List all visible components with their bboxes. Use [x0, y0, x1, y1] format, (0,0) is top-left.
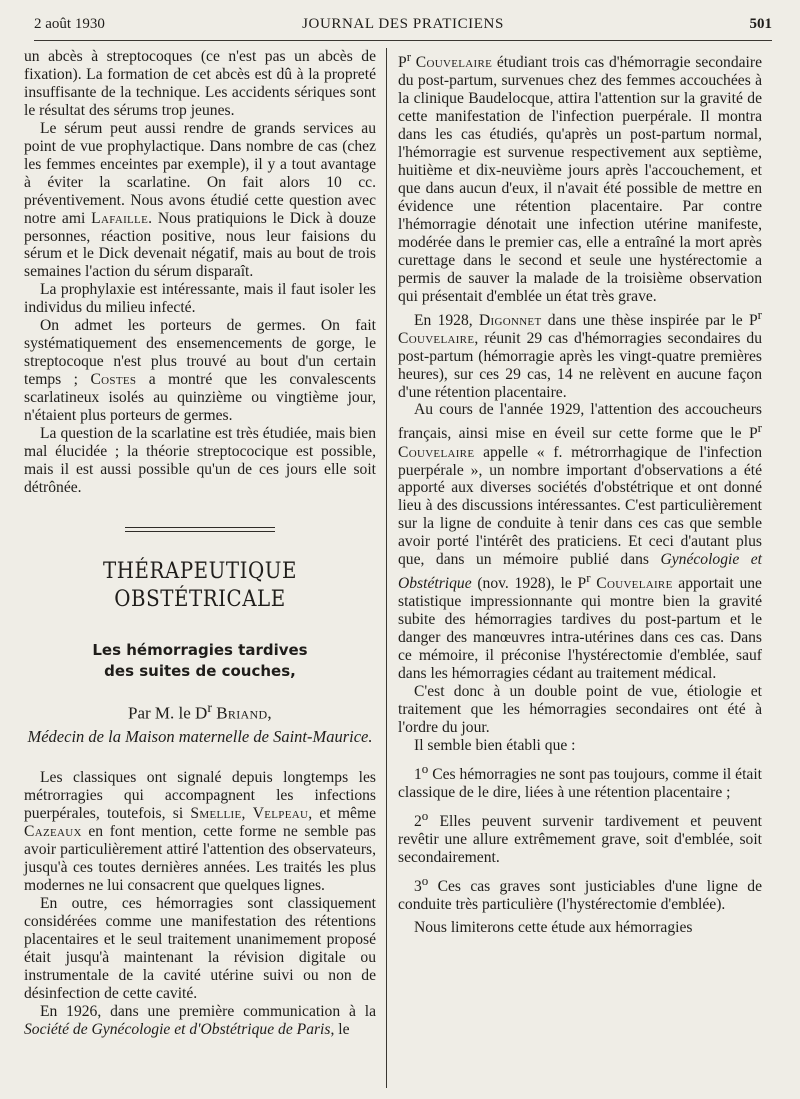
- page-number: 501: [749, 16, 772, 32]
- paragraph: En 1926, dans une première communication à la Société de Gynécologie et d'Obstétrique de Paris, le: [24, 1002, 376, 1038]
- paragraph: Au cours de l'année 1929, l'attention des accoucheurs français, ainsi mise en éveil sur cette forme que le $P^r$ Couvelaire appelle « f. métrorrhagique de l'infection puerpérale », un nombre important d'observations a été apporté aux diverses sociétés d'obstétrique et ont donné lieu à des discussions intéressantes. C'est particulièrement sur la ligne de conduite à tenir dans ces cas que semble avoir porté l'intérêt des praticiens. Et ceci d'autant plus que, dans un mémoire publié dans Gynécologie et Obstétrique (nov. 1928), le $P^r$ Couvelaire apportait une statistique impressionnante qui montre bien la gravité subite des hémorragies tardives du post-partum et le danger des manœuvres intra-utérines dans ces cas. Dans ce mémoire, il préconise l'hystérectomie d'emblée, sauf dans les hémorragies cédant au traitement médical.: [398, 401, 763, 683]
- paragraph: La prophylaxie est intéressante, mais il faut isoler les individus du milieu infecté.: [24, 281, 376, 317]
- paragraph: Nous limiterons cette étude aux hémorragies: [414, 919, 693, 937]
- paragraph: En outre, ces hémorragies sont classiquement considérées comme une manifestation des rétentions placentaires et le seul traitement unanimement proposé était jusqu'à maintenant la révision digitale ou instrumentale de la cavité utérine suivi ou non de désinfection de cette cavité.: [24, 895, 376, 1002]
- author-name: Costes: [90, 371, 137, 389]
- paragraph: Les classiques ont signalé depuis longtemps les métrorragies qui accompagnent les infections puerpérales, toutefois, si Smellie, Velpeau, et même Cazeaux en font mention, cette forme ne semble pas avoir particulièrement attiré l'attention des observateurs, jusqu'à ces toutes dernières années. Les traités les plus modernes ne lui consacrent que quelques lignes.: [24, 769, 376, 895]
- paragraph: un abcès à streptocoques (ce n'est pas un abcès de fixation). La formation de cet abcès est dû à la propreté insuffisante de la technique. Les accidents sériques sont le résultat des sérums trop jeunes.: [24, 48, 376, 119]
- running-head: [34, 14, 772, 41]
- paragraph: $P^r$ Couvelaire étudiant trois cas d'hémorragie secondaire du post-partum, survenues chez des femmes accouchées à la clinique Baudelocque, attira l'attention sur la gravité de cette manifestation de l'infection puerpérale. Il montra dans les cas étudiés, qu'après un post-partum normal, l'hémorragie est survenue respectivement aux septième, huitième et dix-neuvième jours après l'accouchement, et que dans aucun d'eux, il n'avait été possible de mettre en évidence une rétention placentaire. Par contre l'hémorragie dénotait une infection utérine manifeste, modérée dans le premier cas, elle a entraîné la mort après curettage dans le second et seule une hystérectomie a permis de sauver la malade de la troisième observation qui présentait d'emblée un état très grave.: [398, 49, 762, 305]
- paragraph: Le sérum peut aussi rendre de grands services au point de vue prophylactique. Dans nombre de cas (chez les femmes enceintes par exemple), il y a tout avantage à éviter la scarlatine. On fait alors 10 cc. préventivement. Nous avons étudié cette question avec notre ami Lafaille. Nous pratiquions le Dick à douze personnes, réaction positive, nous leur faisions du sérum et le Dick devenait négatif, mais au bout de trois semaines l'action du sérum disparaît.: [24, 119, 376, 281]
- paragraph: La question de la scarlatine est très étudiée, mais bien mal élucidée ; la théorie streptococique est possible, mais il est aussi possible qu'un de ces jours elle soit détrônée.: [24, 425, 376, 496]
- list-item: 2$^o$ Elles peuvent survenir tardivement et peuvent revêtir une allure extrêmement grave, soit d'emblée, soit secondairement.: [398, 808, 762, 867]
- paragraph: C'est donc à un double point de vue, étiologie et traitement que les hémorragies secondaires ont été à l'ordre du jour.: [398, 683, 762, 737]
- paragraph: En 1928, Digonnet dans une thèse inspirée par le $P^r$ Couvelaire, réunit 29 cas d'hémorragies secondaires du post-partum (hémorragie après les vingt-quatre premières heures), sur ces 29 cas, 14 ne relèvent en aucune façon d'une rétention placentaire.: [398, 306, 762, 401]
- left-column: [24, 48, 376, 1039]
- paragraph: On admet les porteurs de germes. On fait systématiquement des ensemencements de gorge, le streptocoque n'est plus trouvé au bout d'un certain temps ; Costes a montré que les convalescents scarlatineux isolés au quinzième ou vingtième jour, n'étaient plus porteurs de germes.: [24, 317, 376, 425]
- author-name: Lafaille: [91, 209, 149, 227]
- issue-date: 2 août 1930: [34, 16, 105, 32]
- journal-title: JOURNAL DES PRATICIENS: [302, 16, 504, 32]
- section-divider: [125, 527, 275, 532]
- paragraph: Il semble bien établi que :: [414, 737, 576, 755]
- author-name: Briand,: [216, 703, 272, 723]
- right-column: [398, 48, 762, 937]
- section-title: THÉRAPEUTIQUE OBSTÉTRICALE: [102, 558, 298, 612]
- list-item: 1$^o$ Ces hémorragies ne sont pas toujours, comme il était classique de le dire, liées à une rétention placentaire ;: [398, 760, 762, 802]
- article-title: Les hémorragies tardives des suites de couches,: [92, 640, 308, 680]
- byline: Par M. le $D^r$ Briand,: [128, 699, 272, 723]
- column-divider: [386, 48, 387, 1088]
- list-item: 3$^o$ Ces cas graves sont justiciables d'une ligne de conduite très particulière (l'hystérectomie d'emblée).: [398, 873, 762, 914]
- author-affiliation: Médecin de la Maison maternelle de Saint-Maurice.: [27, 727, 373, 747]
